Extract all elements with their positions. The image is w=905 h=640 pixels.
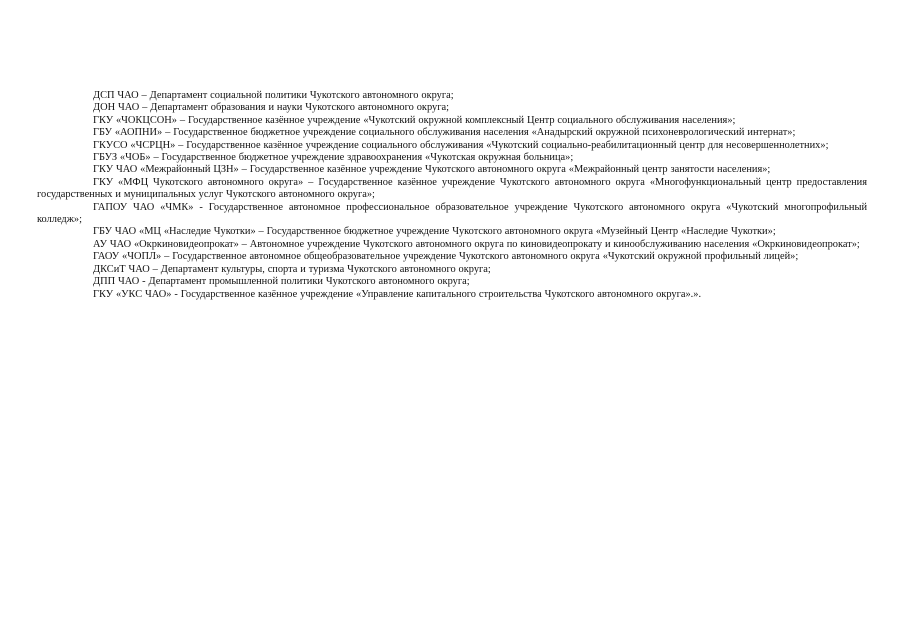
list-item: ГАПОУ ЧАО «ЧМК» - Государственное автономное профессиональное образовательное учреждение Чукотского автономного округа «Чукотский многопрофильный колледж»;	[37, 201, 867, 226]
list-item: ДСП ЧАО – Департамент социальной политики Чукотского автономного округа;	[93, 90, 454, 101]
list-item: ГКУ «УКС ЧАО» - Государственное казённое учреждение «Управление капитального строительства Чукотского автономного округа».».	[93, 288, 702, 300]
list-item: ГКУ «ЧОКЦСОН» – Государственное казённое учреждение «Чукотский окружной комплексный Центр социального обслуживания населения»;	[93, 114, 736, 126]
list-item: АУ ЧАО «Окркиновидеопрокат» – Автономное учреждение Чукотского автономного округа по киновидеопрокату и кинообслуживанию населения «Окркиновидеопрокат»;	[93, 238, 860, 250]
list-item: ГКУ «МФЦ Чукотского автономного округа» – Государственное казённое учреждение Чукотского автономного округа «Многофункциональный центр предоставления государственных и муниципальных услуг Чукотского автономного округа»;	[37, 176, 867, 201]
list-item: ГАОУ «ЧОПЛ» – Государственное автономное общеобразовательное учреждение Чукотского автономного округа «Чукотский окружной профильный лицей»;	[93, 251, 799, 263]
list-item: ДКСиТ ЧАО – Департамент культуры, спорта и туризма Чукотского автономного округа;	[93, 263, 491, 275]
list-item: ДОН ЧАО – Департамент образования и науки Чукотского автономного округа;	[93, 102, 449, 114]
list-item: ДПП ЧАО - Департамент промышленной политики Чукотского автономного округа;	[93, 276, 470, 288]
list-item: ГКУСО «ЧСРЦН» – Государственное казённое учреждение социального обслуживания «Чукотский социально-реабилитационный центр для несовершеннолетних»;	[93, 139, 829, 151]
list-item: ГБУ ЧАО «МЦ «Наследие Чукотки» – Государственное бюджетное учреждение Чукотского автономного округа «Музейный Центр «Наследие Чукотки»;	[93, 226, 776, 238]
abbreviations-list	[37, 90, 867, 301]
list-item: ГБУ «АОПНИ» – Государственное бюджетное учреждение социального обслуживания населения «Анадырский окружной психоневрологический интернат»;	[93, 127, 796, 139]
list-item: ГБУЗ «ЧОБ» – Государственное бюджетное учреждение здравоохранения «Чукотская окружная больница»;	[93, 152, 574, 164]
list-item: ГКУ ЧАО «Межрайонный ЦЗН» – Государственное казённое учреждение Чукотского автономного округа «Межрайонный центр занятости населения»;	[93, 164, 771, 176]
